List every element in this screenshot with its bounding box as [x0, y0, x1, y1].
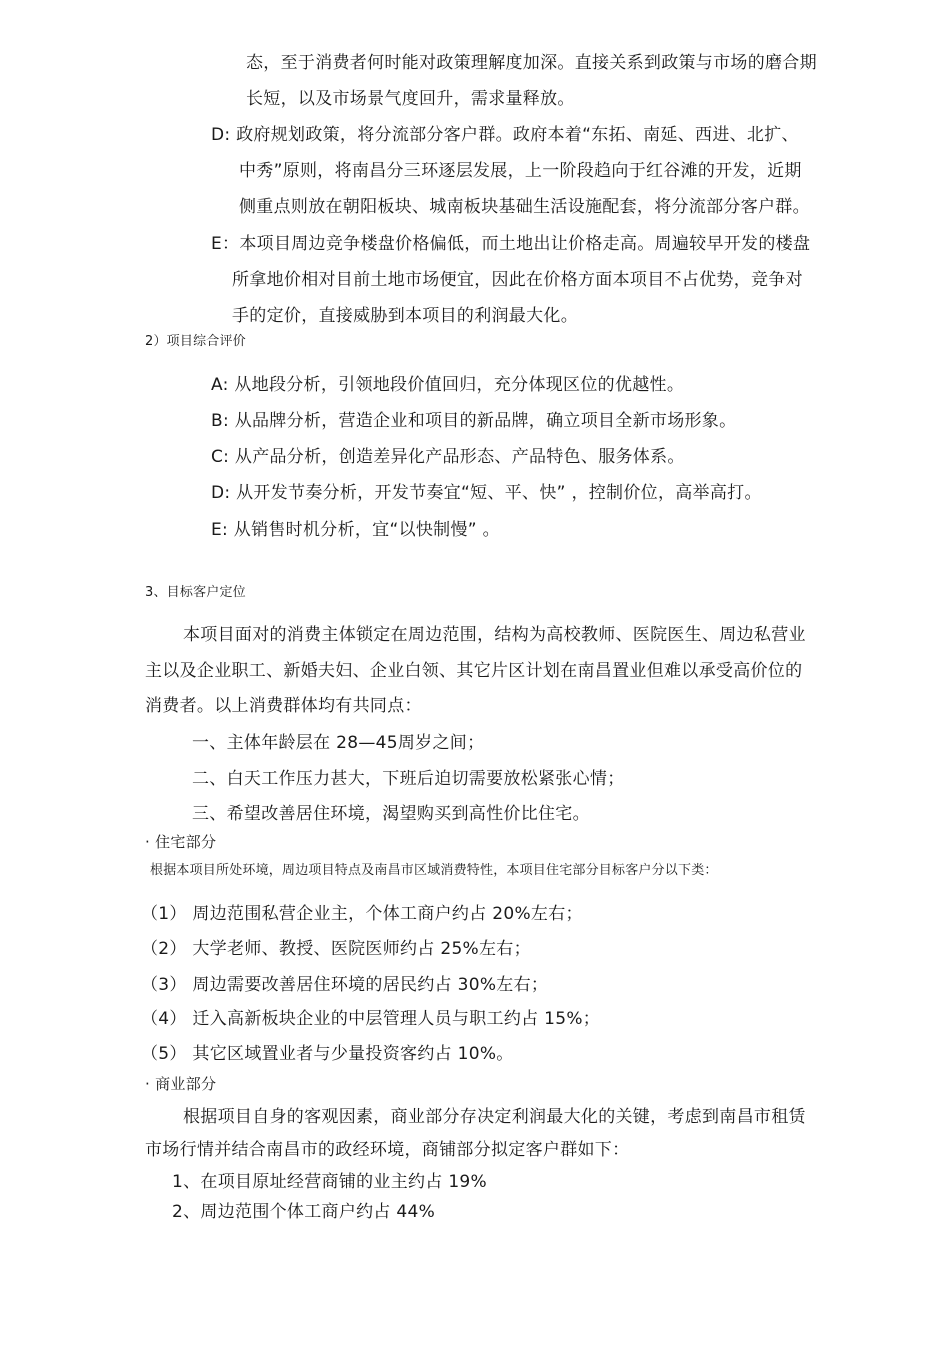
list-item: 1、在项目原址经营商铺的业主约占 19%	[172, 1172, 488, 1192]
subsection-title: · 住宅部分	[145, 833, 217, 851]
list-item: 2、周边范围个体工商户约占 44%	[172, 1202, 436, 1222]
section-heading: 3、目标客户定位	[145, 585, 246, 600]
list-item: （4） 迁入高新板块企业的中层管理人员与职工约占 15%；	[141, 1009, 601, 1029]
text-line: E：本项目周边竞争楼盘价格偏低，而土地出让价格走高。周遍较早开发的楼盘	[211, 234, 811, 254]
list-item: A: 从地段分析，引领地段价值回归，充分体现区位的优越性。	[211, 375, 685, 395]
paragraph-line: 市场行情并结合南昌市的政经环境，商铺部分拟定客户群如下：	[145, 1140, 630, 1160]
list-item: 三、希望改善居住环境，渴望购买到高性价比住宅。	[192, 804, 590, 824]
list-item: （2） 大学老师、教授、医院医师约占 25%左右；	[141, 939, 531, 959]
list-item: 二、白天工作压力甚大，下班后迫切需要放松紧张心情；	[192, 769, 625, 789]
list-item: 一、主体年龄层在 28—45周岁之间；	[192, 733, 485, 753]
paragraph-line: 消费者。以上消费群体均有共同点：	[145, 696, 422, 716]
subsection-title: · 商业部分	[145, 1075, 217, 1093]
list-item: D: 从开发节奏分析，开发节奏宜“短、平、快” ，控制价位，高举高打。	[211, 483, 762, 503]
list-item: E: 从销售时机分析，宜“以快制慢” 。	[211, 520, 500, 540]
text-line: 长短，以及市场景气度回升，需求量释放。	[246, 89, 575, 109]
paragraph-line: 根据项目自身的客观因素，商业部分存决定利润最大化的关键，考虑到南昌市租赁	[183, 1107, 806, 1127]
paragraph-line: 本项目面对的消费主体锁定在周边范围，结构为高校教师、医院医生、周边私营业	[183, 625, 806, 645]
list-item: （3） 周边需要改善居住环境的居民约占 30%左右；	[141, 975, 549, 995]
text-line: D: 政府规划政策，将分流部分客户群。政府本着“东拓、南延、西进、北扩、	[211, 125, 799, 145]
text-line: 所拿地价相对目前土地市场便宜，因此在价格方面本项目不占优势，竞争对	[232, 270, 803, 290]
text-line: 态，至于消费者何时能对政策理解度加深。直接关系到政策与市场的磨合期	[246, 53, 817, 73]
list-item: （5） 其它区域置业者与少量投资客约占 10%。	[141, 1044, 514, 1064]
text-line: 侧重点则放在朝阳板块、城南板块基础生活设施配套，将分流部分客户群。	[239, 197, 810, 217]
paragraph-line: 主以及企业职工、新婚夫妇、企业白领、其它片区计划在南昌置业但难以承受高价位的	[145, 661, 803, 681]
list-item: （1） 周边范围私营企业主，个体工商户约占 20%左右；	[141, 904, 583, 924]
section-heading: 2）项目综合评价	[145, 334, 246, 349]
list-item: B: 从品牌分析，营造企业和项目的新品牌，确立项目全新市场形象。	[211, 411, 737, 431]
list-item: C: 从产品分析，创造差异化产品形态、产品特色、服务体系。	[211, 447, 685, 467]
text-line: 手的定价，直接威胁到本项目的利润最大化。	[232, 306, 578, 326]
paragraph-line: 根据本项目所处环境，周边项目特点及南昌市区域消费特性，本项目住宅部分目标客户分以下类：	[150, 863, 718, 878]
text-line: 中秀”原则，将南昌分三环逐层发展，上一阶段趋向于红谷滩的开发，近期	[239, 161, 802, 181]
